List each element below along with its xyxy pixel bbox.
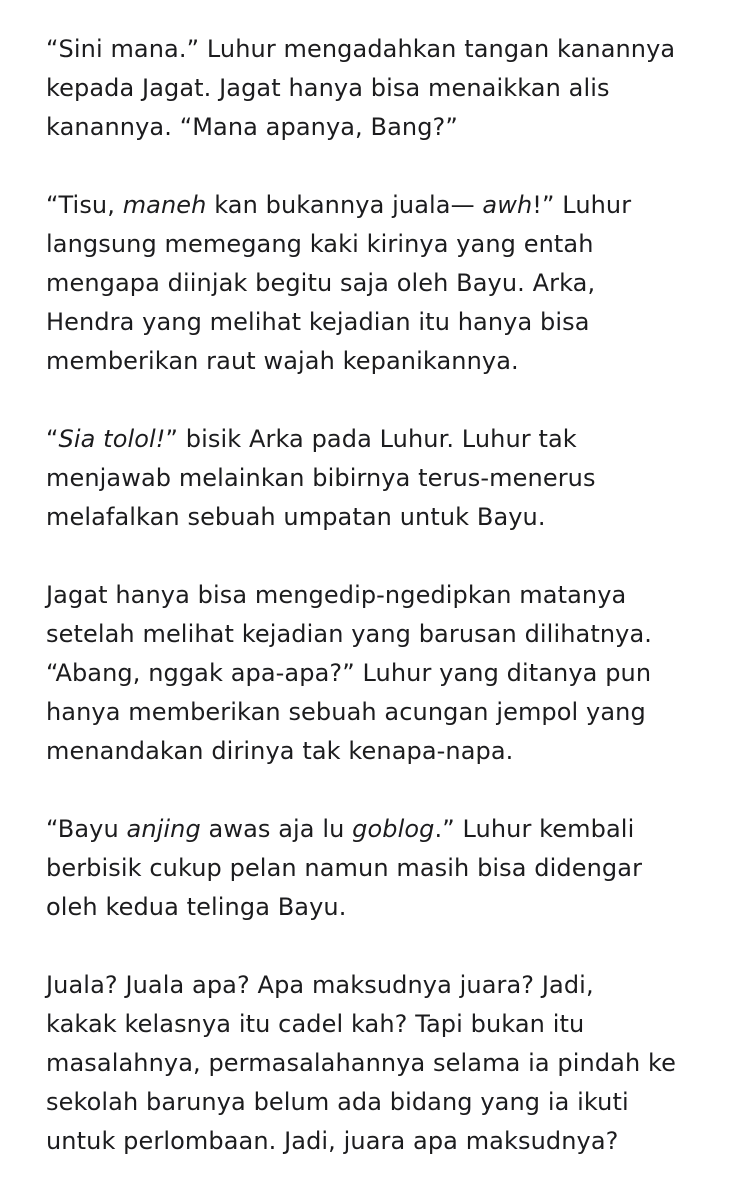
text-run: “Bayu — [46, 815, 127, 843]
story-paragraph — [46, 576, 703, 771]
text-run: melafalkan sebuah umpatan untuk Bayu. — [46, 503, 546, 531]
text-run: kan bukannya juala— — [206, 191, 483, 219]
text-run: Juala? Juala apa? Apa maksudnya juara? Jadi, — [46, 971, 594, 999]
story-paragraph — [46, 966, 703, 1161]
text-run: .” Luhur kembali — [434, 815, 635, 843]
text-run: untuk perlombaan. Jadi, juara apa maksudnya? — [46, 1127, 619, 1155]
story-paragraph — [46, 186, 703, 381]
text-run: setelah melihat kejadian yang barusan dilihatnya. — [46, 620, 653, 648]
italic-text-run: awh — [482, 191, 533, 219]
text-run: mengapa diinjak begitu saja oleh Bayu. Arka, — [46, 269, 596, 297]
text-run: Hendra yang melihat kejadian itu hanya bisa — [46, 308, 590, 336]
text-run: sekolah barunya belum ada bidang yang ia ikuti — [46, 1088, 629, 1116]
paragraph-line — [46, 732, 703, 771]
paragraph-line — [46, 966, 703, 1005]
paragraph-line — [46, 1122, 703, 1161]
text-run: menjawab melainkan bibirnya terus-menerus — [46, 464, 596, 492]
text-run: berbisik cukup pelan namun masih bisa didengar — [46, 854, 643, 882]
paragraph-line — [46, 576, 703, 615]
paragraph-line — [46, 342, 703, 381]
text-run: Jagat hanya bisa mengedip-ngedipkan matanya — [46, 581, 627, 609]
italic-text-run: goblog — [352, 815, 435, 843]
text-run: “Sini mana.” Luhur mengadahkan tangan kanannya — [46, 35, 676, 63]
italic-text-run: Sia tolol! — [58, 425, 166, 453]
paragraph-line — [46, 108, 703, 147]
text-run: !” Luhur — [532, 191, 632, 219]
story-body — [46, 30, 703, 1161]
paragraph-line — [46, 225, 703, 264]
paragraph-line — [46, 810, 703, 849]
story-paragraph — [46, 30, 703, 147]
text-run: ” bisik Arka pada Luhur. Luhur tak — [165, 425, 577, 453]
text-run: “ — [46, 425, 59, 453]
paragraph-line — [46, 615, 703, 654]
text-run: langsung memegang kaki kirinya yang entah — [46, 230, 594, 258]
paragraph-line — [46, 654, 703, 693]
text-run: kepada Jagat. Jagat hanya bisa menaikkan alis — [46, 74, 610, 102]
paragraph-line — [46, 1044, 703, 1083]
paragraph-line — [46, 888, 703, 927]
text-run: kanannya. “Mana apanya, Bang?” — [46, 113, 458, 141]
text-run: masalahnya, permasalahannya selama ia pindah ke — [46, 1049, 677, 1077]
paragraph-line — [46, 849, 703, 888]
paragraph-line — [46, 693, 703, 732]
story-paragraph — [46, 420, 703, 537]
italic-text-run: maneh — [122, 191, 207, 219]
paragraph-line — [46, 30, 703, 69]
text-run: awas aja lu — [200, 815, 353, 843]
text-run: hanya memberikan sebuah acungan jempol yang — [46, 698, 646, 726]
paragraph-line — [46, 69, 703, 108]
text-run: menandakan dirinya tak kenapa-napa. — [46, 737, 514, 765]
text-run: memberikan raut wajah kepanikannya. — [46, 347, 519, 375]
text-run: oleh kedua telinga Bayu. — [46, 893, 347, 921]
paragraph-line — [46, 420, 703, 459]
text-run: “Tisu, — [46, 191, 123, 219]
italic-text-run: anjing — [126, 815, 201, 843]
paragraph-line — [46, 264, 703, 303]
text-run: “Abang, nggak apa-apa?” Luhur yang ditanya pun — [46, 659, 652, 687]
paragraph-line — [46, 186, 703, 225]
paragraph-line — [46, 1083, 703, 1122]
paragraph-line — [46, 1005, 703, 1044]
story-paragraph — [46, 810, 703, 927]
paragraph-line — [46, 303, 703, 342]
paragraph-line — [46, 459, 703, 498]
paragraph-line — [46, 498, 703, 537]
text-run: kakak kelasnya itu cadel kah? Tapi bukan itu — [46, 1010, 585, 1038]
